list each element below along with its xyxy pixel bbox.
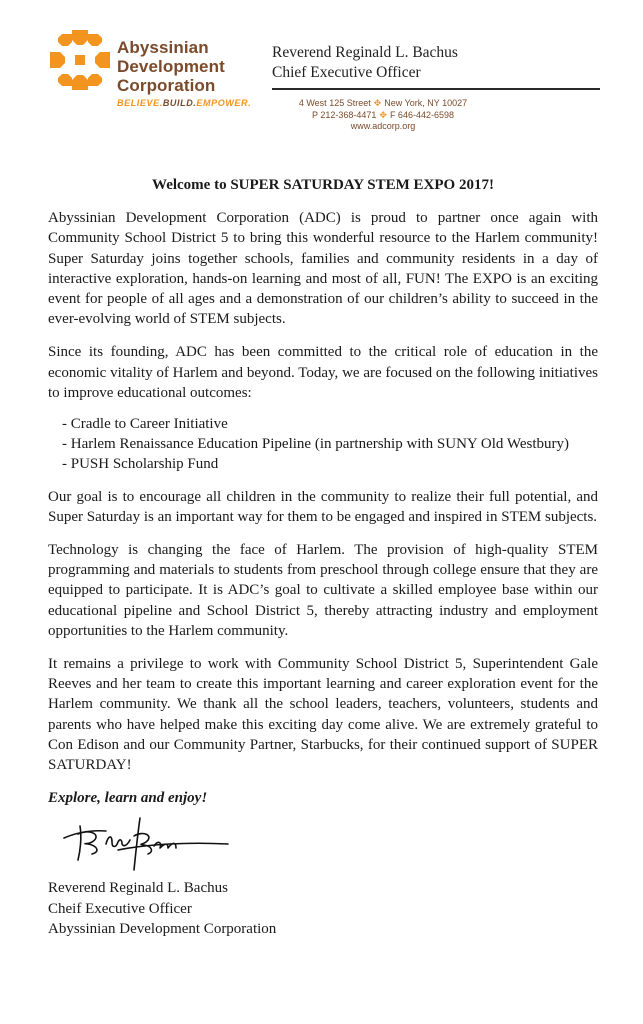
tagline-believe: BELIEVE. [117, 98, 163, 108]
tagline-empower: EMPOWER. [196, 98, 252, 108]
fax-number: F 646-442-6598 [389, 109, 454, 120]
list-item: - Cradle to Career Initiative [62, 416, 228, 433]
signer-name: Reverend Reginald L. Bachus [48, 880, 228, 897]
header-divider [272, 88, 600, 90]
contact-address [288, 98, 478, 110]
address-city: New York, NY 10027 [384, 98, 468, 108]
website-link[interactable]: www.adcorp.org [350, 121, 416, 131]
contact-phones [288, 110, 478, 122]
paragraph-initiatives-intro: Since its founding, ADC has been committed to the critical role of education in the economic vitality of Harlem and beyond. Today, we are focused on the following initiatives to improve educational outcomes: [48, 344, 598, 401]
header-person [272, 43, 458, 83]
signature-icon [58, 814, 233, 874]
org-name-line-2: Development [117, 57, 225, 76]
paragraph-goal: Our goal is to encourage all children in the community to realize their full potential, and Super Saturday is an important way for them to be engaged and inspired in STEM subjects. [48, 488, 598, 525]
initiatives-list [62, 414, 598, 475]
paragraph-thanks: It remains a privilege to work with Community School District 5, Superintendent Gale Reeves and her team to create this important learning and career exploration event for the Harlem community. We thank all the school leaders, teachers, volunteers, students and parents who have helped make this exciting day come alive. We are extremely grateful to Con Edison and our Community Partner, Starbucks, for their continued support of SUPER SATURDAY! [48, 656, 598, 774]
organization-brand [117, 38, 267, 108]
paragraph-technology: Technology is changing the face of Harlem. The provision of high-quality STEM programming and materials to students from preschool through college ensure that they are equipped to participate. It is ADC’s goal to cultivate a skilled employee base within our educational pipeline and School District 5, thereby attracting industry and employment opportunities to the Harlem community. [48, 542, 598, 639]
closing-line: Explore, learn and enjoy! [48, 790, 208, 807]
list-item: - Harlem Renaissance Education Pipeline (in partnership with SUNY Old Westbury) [62, 436, 570, 453]
org-name-line-3: Corporation [117, 76, 216, 95]
header-person-title: Chief Executive Officer [272, 64, 421, 81]
separator-icon: ✥ [379, 109, 387, 120]
tagline-build: BUILD. [162, 98, 197, 108]
contact-info [288, 98, 478, 133]
signer-title: Cheif Executive Officer [48, 900, 192, 917]
signer-organization: Abyssinian Development Corporation [48, 920, 277, 937]
paragraph-intro: Abyssinian Development Corporation (ADC) is proud to partner once again with Community School District 5 to bring this wonderful resource to the Harlem community! Super Saturday joins together schools, families and community residents in a day of interactive exploration, hands-on learning and most of all, FUN! The EXPO is an exciting event for people of all ages and a demonstration of our children’s ability to succeed in the ever-evolving world of STEM subjects. [48, 210, 598, 328]
adc-logo-icon [50, 30, 110, 90]
signature-block [48, 878, 598, 939]
org-name-line-1: Abyssinian [117, 38, 209, 57]
tagline [117, 98, 267, 108]
separator-icon: ✥ [373, 98, 382, 108]
address-street: 4 West 125 Street [298, 98, 371, 108]
list-item: - PUSH Scholarship Fund [62, 456, 219, 473]
header-person-name: Reverend Reginald L. Bachus [272, 44, 458, 61]
letter-greeting: Welcome to SUPER SATURDAY STEM EXPO 2017! [152, 177, 494, 193]
letterhead [0, 0, 643, 150]
letter-body [48, 175, 598, 939]
phone-number: P 212-368-4471 [312, 109, 377, 120]
